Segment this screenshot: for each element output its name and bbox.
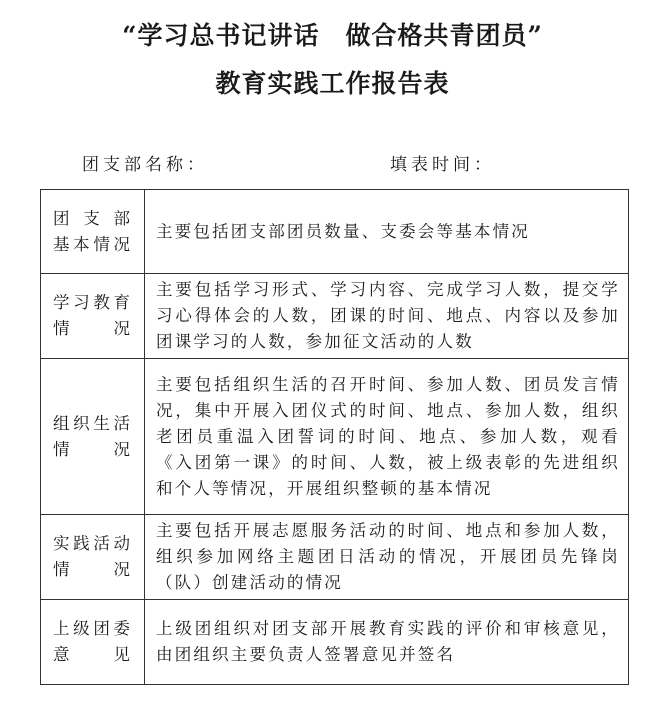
table-row bbox=[41, 515, 629, 600]
branch-name-label: 团支部名称： bbox=[82, 155, 208, 175]
row-label-cell bbox=[41, 359, 145, 515]
table-row bbox=[41, 190, 629, 274]
title-part2: 做合格共青团员” bbox=[345, 21, 543, 50]
row-label-line: 学习教育 bbox=[53, 293, 132, 312]
title-part1: “学习总书记讲话 bbox=[122, 21, 320, 50]
row-label-line: 情 况 bbox=[53, 560, 132, 579]
row-label-cell bbox=[41, 600, 145, 685]
row-label-line: 基本情况 bbox=[53, 234, 132, 254]
table-row bbox=[41, 600, 629, 685]
row-label-line: 组织生活 bbox=[53, 413, 132, 433]
row-content-cell: 主要包括学习形式、学习内容、完成学习人数，提交学习心得体会的人数，团课的时间、地点、内容以及参加团课学习的人数，参加征文活动的人数 bbox=[145, 274, 629, 359]
document-title-line2: 教育实践工作报告表 bbox=[215, 69, 450, 98]
row-label-cell bbox=[41, 515, 145, 600]
row-label-line: 情 况 bbox=[53, 439, 132, 459]
table-row bbox=[41, 274, 629, 359]
row-label-line: 情 况 bbox=[53, 319, 132, 338]
row-content-cell: 主要包括团支部团员数量、支委会等基本情况 bbox=[145, 190, 629, 274]
fill-time-label: 填表时间： bbox=[390, 155, 495, 175]
row-label-line: 上级团委 bbox=[53, 619, 132, 638]
row-label-cell bbox=[41, 190, 145, 274]
row-label-line: 意 见 bbox=[53, 645, 132, 664]
row-label-line: 团 支 部 bbox=[53, 208, 132, 228]
table-row bbox=[41, 359, 629, 515]
row-content-cell: 主要包括组织生活的召开时间、参加人数、团员发言情况，集中开展入团仪式的时间、地点、参加人数，组织老团员重温入团誓词的时间、地点、参加人数，观看《入团第一课》的时间、人数，被上级表彰的先进组织和个人等情况，开展组织整顿的基本情况 bbox=[145, 359, 629, 515]
document-title-line1 bbox=[0, 16, 665, 52]
row-content-cell: 主要包括开展志愿服务活动的时间、地点和参加人数，组织参加网络主题团日活动的情况，开展团员先锋岗（队）创建活动的情况 bbox=[145, 515, 629, 600]
row-label-line: 实践活动 bbox=[53, 534, 132, 553]
row-content-cell: 上级团组织对团支部开展教育实践的评价和审核意见，由团组织主要负责人签署意见并签名 bbox=[145, 600, 629, 685]
row-label-cell bbox=[41, 274, 145, 359]
report-table bbox=[40, 189, 629, 685]
